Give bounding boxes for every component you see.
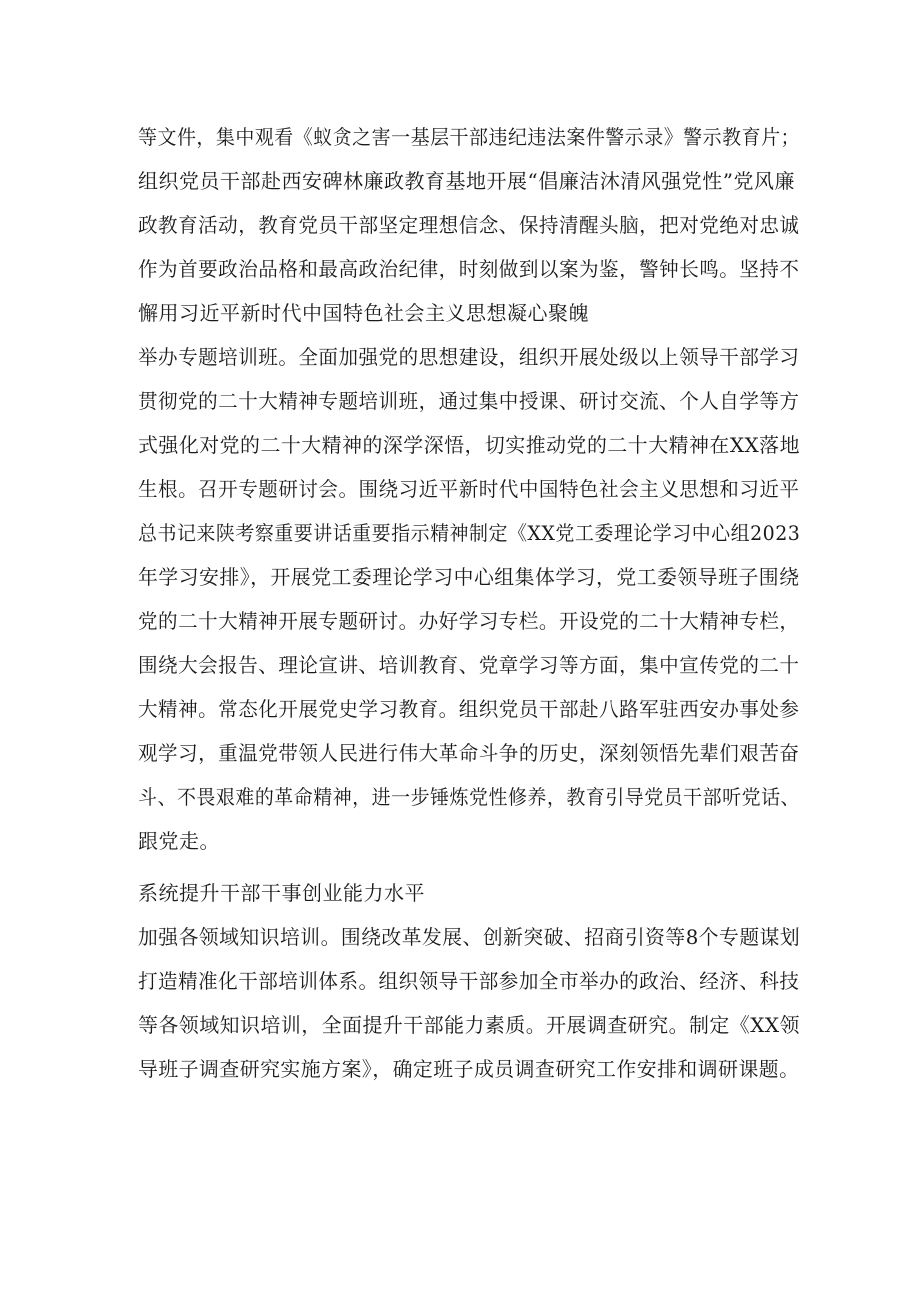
body-line-9: 生根。召开专题研讨会。围绕习近平新时代中国特色社会主义思想和习近平 <box>138 477 800 501</box>
body-line-16: 斗、不畏艰难的革命精神，进一步锤炼党性修养，教育引导党员干部听党话、 <box>138 785 801 809</box>
document-body <box>138 115 801 1091</box>
section-heading: 系统提升干部干事创业能力水平 <box>138 881 425 905</box>
body-line-13: 围绕大会报告、理论宣讲、培训教育、党章学习等方面，集中宣传党的二十 <box>138 653 800 677</box>
body-line-5: 懈用习近平新时代中国特色社会主义思想凝心聚魄 <box>138 301 589 325</box>
body-line-7: 贯彻党的二十大精神专题培训班，通过集中授课、研讨交流、个人自学等方 <box>138 389 800 413</box>
body-line-19: 打造精准化干部培训体系。组织领导干部参加全市举办的政治、经济、科技 <box>138 969 800 993</box>
body-line-11: 年学习安排》，开展党工委理论学习中心组集体学习，党工委领导班子围绕 <box>138 565 800 589</box>
body-line-18: 加强各领域知识培训。围绕改革发展、创新突破、招商引资等8个专题谋划 <box>138 925 801 949</box>
body-line-8: 式强化对党的二十大精神的深学深悟，切实推动党的二十大精神在XX落地 <box>138 433 800 457</box>
body-line-14: 大精神。常态化开展党史学习教育。组织党员干部赴八路军驻西安办事处参 <box>138 697 800 721</box>
body-line-21: 导班子调查研究实施方案》，确定班子成员调查研究工作安排和调研课题。 <box>138 1057 800 1081</box>
body-line-1: 等文件，集中观看《蚁贪之害一基层干部违纪违法案件警示录》警示教育片； <box>138 125 801 149</box>
body-line-6: 举办专题培训班。全面加强党的思想建设，组织开展处级以上领导干部学习 <box>138 345 800 369</box>
body-line-20: 等各领域知识培训，全面提升干部能力素质。开展调查研究。制定《XX领 <box>138 1013 800 1037</box>
body-line-12: 党的二十大精神开展专题研讨。办好学习专栏。开设党的二十大精神专栏， <box>138 609 800 633</box>
body-line-17: 跟党走。 <box>138 829 220 853</box>
body-line-3: 政教育活动，教育党员干部坚定理想信念、保持清醒头脑，把对党绝对忠诚 <box>138 213 800 237</box>
body-line-4: 作为首要政治品格和最高政治纪律，时刻做到以案为鉴，警钟长鸣。坚持不 <box>138 257 800 281</box>
body-line-10: 总书记来陕考察重要讲话重要指示精神制定《XX党工委理论学习中心组2023 <box>138 521 801 545</box>
body-line-2: 组织党员干部赴西安碑林廉政教育基地开展“倡廉洁沐清风强党性”党风廉 <box>138 169 795 193</box>
body-line-15: 观学习，重温党带领人民进行伟大革命斗争的历史，深刻领悟先辈们艰苦奋 <box>138 741 800 765</box>
